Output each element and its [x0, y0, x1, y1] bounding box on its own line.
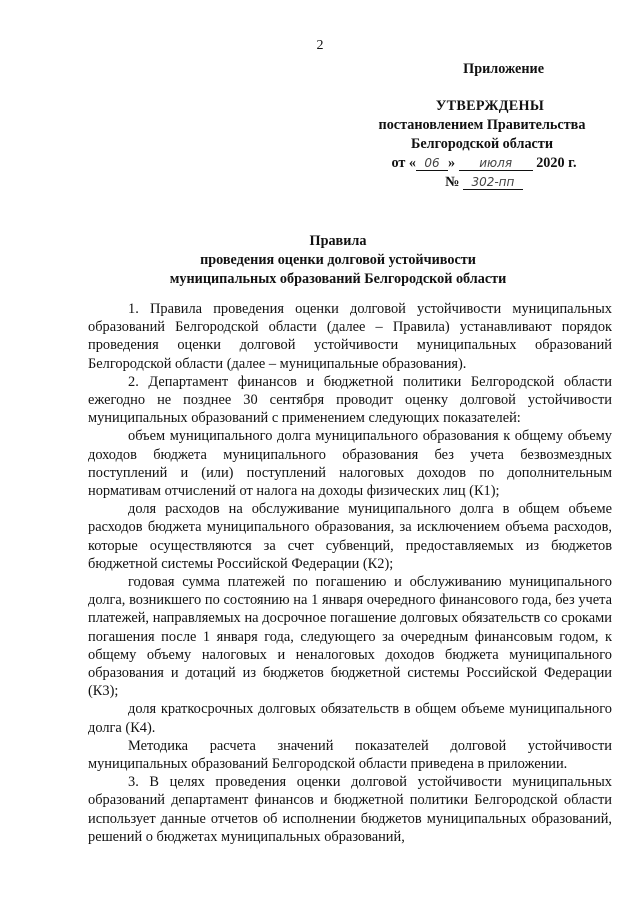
page-number: 2: [316, 38, 324, 53]
document-title: [0, 232, 640, 289]
date-prefix: от «: [391, 155, 417, 171]
appendix-label: Приложение: [463, 61, 544, 77]
date-day-field: 06: [416, 156, 448, 171]
paragraph-methodology: Методика расчета значений показателей долговой устойчивости муниципальных образований Белгородской области приведена в приложении.: [88, 737, 612, 773]
number-field: 302-пп: [463, 175, 523, 190]
date-quote-close: »: [448, 155, 456, 171]
paragraph-indicator-k4: доля краткосрочных долговых обязательств в общем объеме муниципального долга (К4).: [88, 701, 612, 736]
paragraph-indicator-k1: объем муниципального долга муниципального образования к общему объему доходов бюджета муниципального образования без учета безвозмездных поступлений и (или) поступлений налоговых доходов по дополнительным нормативам отчислений от налога на доходы физических лиц (К1);: [88, 428, 612, 500]
paragraph-1: 1. Правила проведения оценки долговой устойчивости муниципальных образований Белгородской области (далее – Правила) устанавливают порядок проведения оценки долговой устойчивости муниципальных образований Белгородской области (далее – муниципальные образования).: [88, 301, 612, 372]
date-line: [354, 154, 604, 173]
number-line: [354, 173, 604, 192]
paragraph-2: 2. Департамент финансов и бюджетной политики Белгородской области ежегодно не позднее 30 сентября проводит оценку долговой устойчивости муниципальных образований с применением следующих показателей:: [88, 373, 612, 427]
title-line-3: муниципальных образований Белгородской области: [169, 271, 507, 287]
title-line-2: проведения оценки долговой устойчивости: [200, 252, 476, 268]
date-month-field: июля: [459, 156, 533, 171]
date-year: 2020 г.: [536, 155, 577, 171]
number-prefix: №: [445, 174, 460, 190]
region-line: Белгородской области: [411, 136, 553, 152]
title-line-1: Правила: [309, 233, 367, 249]
approved-heading: УТВЕРЖДЕНЫ: [435, 98, 545, 114]
document-body: [88, 300, 612, 846]
paragraph-indicator-k3: годовая сумма платежей по погашению и обслуживанию муниципального долга, возникшего по состоянию на 1 января очередного финансового года, без учета платежей, направляемых на досрочное погашение долговых обязательств со сроками погашения после 1 января года, следующего за очередным финансовым годом, к общему объему налоговых и неналоговых доходов бюджета муниципального образования и дотаций из бюджетов бюджетной системы Российской Федерации (К3);: [88, 574, 612, 700]
approved-by-line: постановлением Правительства: [378, 117, 586, 133]
paragraph-3: 3. В целях проведения оценки долговой устойчивости муниципальных образований департамент финансов и бюджетной политики Белгородской области использует данные отчетов об исполнении бюджетов муниципальных образований, решений о бюджетах муниципальных образований,: [88, 774, 612, 845]
approval-block: [354, 60, 604, 192]
paragraph-indicator-k2: доля расходов на обслуживание муниципального долга в общем объеме расходов бюджета муниципального образования, за исключением объема расходов, которые осуществляются за счет субвенций, предоставляемых из бюджетов бюджетной системы Российской Федерации (К2);: [88, 501, 612, 572]
